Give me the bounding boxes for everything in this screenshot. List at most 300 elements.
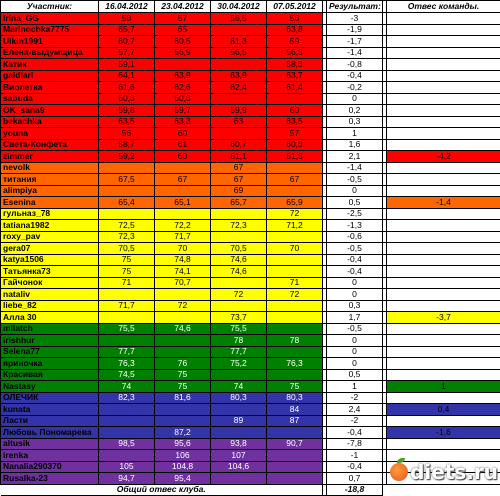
participant-name: Esenina	[1, 197, 99, 209]
participant-name: Гайчонок	[1, 277, 99, 289]
weight-cell: 61,1	[211, 151, 267, 163]
participant-name: alimpiya	[1, 185, 99, 197]
weight-cell: 59	[267, 36, 323, 48]
weight-cell: 72,5	[99, 220, 155, 232]
header-row	[1, 1, 500, 13]
weight-cell: 104,8	[155, 461, 211, 473]
header-date-4: 07.05.2012	[267, 1, 323, 13]
participant-name: tatiana1982	[1, 220, 99, 232]
participant-name: Rusalka-23	[1, 473, 99, 485]
participant-name: youna	[1, 128, 99, 140]
weight-cell: 63,5	[99, 116, 155, 128]
team-result-cell: -3,7	[387, 312, 500, 324]
weight-cell: 77,7	[211, 346, 267, 358]
table-row	[1, 24, 500, 36]
table-row	[1, 277, 500, 289]
header-date-3: 30.04.2012	[211, 1, 267, 13]
weight-cell: 56,9	[155, 47, 211, 59]
weight-cell	[267, 473, 323, 485]
weight-cell	[211, 93, 267, 105]
weight-cell	[99, 289, 155, 301]
table-row	[1, 312, 500, 324]
team-result-empty	[387, 70, 500, 82]
team-result-cell: 1	[387, 381, 500, 393]
weight-cell	[155, 59, 211, 71]
team-result-empty	[387, 36, 500, 48]
result-cell: 0,5	[327, 197, 383, 209]
result-cell: 1,7	[327, 312, 383, 324]
weight-cell: 89	[211, 415, 267, 427]
weight-cell	[155, 162, 211, 174]
weight-cell: 63	[211, 116, 267, 128]
team-result-empty	[387, 358, 500, 370]
weight-cell: 75	[99, 266, 155, 278]
weight-cell: 71,2	[267, 220, 323, 232]
table-row	[1, 266, 500, 278]
weight-cell: 77,7	[99, 346, 155, 358]
participant-name: nataliv	[1, 289, 99, 301]
team-result-empty	[387, 93, 500, 105]
participant-name: bekachka	[1, 116, 99, 128]
table-row	[1, 70, 500, 82]
result-cell: -1	[327, 450, 383, 462]
result-cell: -0,5	[327, 243, 383, 255]
result-cell: -0,6	[327, 231, 383, 243]
weight-cell: 72	[267, 289, 323, 301]
table-row	[1, 128, 500, 140]
weight-cell: 81,6	[155, 392, 211, 404]
weight-cell	[211, 369, 267, 381]
weight-cell: 65,9	[267, 197, 323, 209]
weight-cell: 63,8	[267, 24, 323, 36]
weight-cell	[211, 277, 267, 289]
weight-cell	[211, 24, 267, 36]
weight-cell	[155, 312, 211, 324]
weight-cell: 72	[155, 300, 211, 312]
weight-cell: 74,6	[155, 323, 211, 335]
participant-name: Nanalia290370	[1, 461, 99, 473]
weight-cell	[211, 473, 267, 485]
team-result-empty	[387, 277, 500, 289]
weight-cell: 61,3	[267, 151, 323, 163]
weight-cell	[155, 335, 211, 347]
result-cell: -1,9	[327, 24, 383, 36]
weight-cell: 72,2	[155, 220, 211, 232]
table-row	[1, 358, 500, 370]
weight-cell: 56	[99, 128, 155, 140]
weight-cell	[211, 231, 267, 243]
weight-cell: 73,7	[211, 312, 267, 324]
table-row	[1, 415, 500, 427]
weight-cell: 75,5	[99, 323, 155, 335]
result-cell: -1,3	[327, 220, 383, 232]
result-cell: 0	[327, 346, 383, 358]
participant-name: Красивая	[1, 369, 99, 381]
weight-cell: 65,7	[211, 197, 267, 209]
table-row	[1, 335, 500, 347]
table-row	[1, 427, 500, 439]
participant-name: OK_sana9	[1, 105, 99, 117]
result-cell: 0	[327, 185, 383, 197]
weight-cell: 65	[155, 24, 211, 36]
team-result-empty	[387, 289, 500, 301]
table-row	[1, 231, 500, 243]
weight-cell	[267, 254, 323, 266]
weight-cell	[99, 427, 155, 439]
team-result-empty	[387, 174, 500, 186]
weight-cell: 70,5	[99, 243, 155, 255]
weight-cell: 63,7	[267, 70, 323, 82]
weight-cell: 63,9	[155, 70, 211, 82]
weight-cell: 70	[155, 243, 211, 255]
result-cell: 2,1	[327, 151, 383, 163]
weight-cell	[267, 93, 323, 105]
team-result-empty	[387, 438, 500, 450]
table-row	[1, 323, 500, 335]
team-result-empty	[387, 162, 500, 174]
participant-name: ОЛЕЧИК	[1, 392, 99, 404]
result-cell: 0	[327, 93, 383, 105]
weight-cell: 56,5	[211, 47, 267, 59]
weight-cell: 59,9	[211, 105, 267, 117]
weight-cell: 60	[155, 128, 211, 140]
weight-cell	[211, 208, 267, 220]
weight-cell	[267, 185, 323, 197]
participant-name: zimmer	[1, 151, 99, 163]
table-row	[1, 220, 500, 232]
weight-cell: 74,5	[99, 369, 155, 381]
team-result-empty	[387, 59, 500, 71]
weight-cell: 65,4	[99, 197, 155, 209]
weight-cell	[267, 461, 323, 473]
apple-logo-icon	[390, 463, 408, 481]
result-cell: 2,4	[327, 404, 383, 416]
weight-cell: 71,7	[99, 300, 155, 312]
team-result-empty	[387, 139, 500, 151]
weight-cell: 75	[155, 369, 211, 381]
header-participant: Участник:	[1, 1, 99, 13]
weight-cell: 95,4	[155, 473, 211, 485]
weight-cell: 57	[267, 128, 323, 140]
weight-cell	[155, 415, 211, 427]
weight-cell	[155, 289, 211, 301]
weight-cell: 57	[155, 13, 211, 25]
result-cell: 1	[327, 128, 383, 140]
result-cell: -0,2	[327, 82, 383, 94]
weight-cell: 75,5	[211, 323, 267, 335]
participant-name: sabuda	[1, 93, 99, 105]
weight-cell: 74	[211, 381, 267, 393]
weight-cell: 67	[211, 162, 267, 174]
result-cell: -1,4	[327, 47, 383, 59]
weight-cell: 60	[155, 151, 211, 163]
weight-cell: 69	[211, 185, 267, 197]
weight-cell: 61	[155, 139, 211, 151]
weight-cell: 80,3	[267, 392, 323, 404]
participant-name: katya1506	[1, 254, 99, 266]
result-cell: 1	[327, 381, 383, 393]
weight-cell: 60,5	[155, 36, 211, 48]
team-result-empty	[387, 220, 500, 232]
result-cell: -0,5	[327, 174, 383, 186]
participant-name: Алла 30	[1, 312, 99, 324]
weight-cell: 71,7	[155, 231, 211, 243]
watermark-text: diets.ru	[410, 460, 498, 484]
team-result-empty	[387, 208, 500, 220]
result-cell: -0,4	[327, 427, 383, 439]
team-result-empty	[387, 231, 500, 243]
weight-cell: 75,2	[211, 358, 267, 370]
result-cell: -1,4	[327, 162, 383, 174]
result-cell: 0,3	[327, 116, 383, 128]
participant-name: Ulkin1991	[1, 36, 99, 48]
team-result-empty	[387, 346, 500, 358]
weight-cell	[155, 404, 211, 416]
weight-cell: 60	[267, 105, 323, 117]
team-result-empty	[387, 323, 500, 335]
table-row	[1, 369, 500, 381]
result-cell: -3	[327, 13, 383, 25]
weight-cell: 78	[267, 335, 323, 347]
weight-cell: 87,2	[155, 427, 211, 439]
weight-cell: 72,3	[211, 220, 267, 232]
weight-cell: 67	[267, 174, 323, 186]
weight-cell: 60,7	[99, 36, 155, 48]
table-row	[1, 392, 500, 404]
weight-cell: 74	[99, 381, 155, 393]
weight-cell: 76,3	[267, 358, 323, 370]
participant-name: Irina_GG	[1, 13, 99, 25]
weight-cell: 60,3	[155, 93, 211, 105]
team-result-empty	[387, 415, 500, 427]
weight-cell: 59,8	[99, 105, 155, 117]
weight-cell: 75	[99, 254, 155, 266]
participant-name: gaidlari	[1, 70, 99, 82]
team-result-empty	[387, 266, 500, 278]
table-row	[1, 47, 500, 59]
result-cell: 1,6	[327, 139, 383, 151]
weight-cell: 67	[211, 174, 267, 186]
club-total-value: -18,8	[327, 484, 383, 496]
weight-cell: 107	[211, 450, 267, 462]
weight-cell: 105	[99, 461, 155, 473]
weight-cell: 75	[267, 381, 323, 393]
team-result-empty	[387, 128, 500, 140]
weight-cell: 61,3	[211, 36, 267, 48]
weight-cell: 65,7	[99, 24, 155, 36]
team-result-empty	[387, 185, 500, 197]
weight-cell: 59,1	[99, 59, 155, 71]
weight-cell	[99, 162, 155, 174]
weight-cell: 59,7	[155, 105, 211, 117]
participant-name: irishhur	[1, 335, 99, 347]
team-result-empty	[387, 13, 500, 25]
weight-cell: 70,7	[155, 277, 211, 289]
participant-name: титания	[1, 174, 99, 186]
result-cell: 0,7	[327, 473, 383, 485]
table-row	[1, 59, 500, 71]
weight-cell: 67	[155, 174, 211, 186]
table-row	[1, 13, 500, 25]
weight-cell: 70	[267, 243, 323, 255]
participant-name: Света-Конфета	[1, 139, 99, 151]
participant-name: gera07	[1, 243, 99, 255]
table-row	[1, 185, 500, 197]
header-date-2: 23.04.2012	[155, 1, 211, 13]
table-row	[1, 139, 500, 151]
weight-cell: 71	[99, 277, 155, 289]
weight-cell: 84	[267, 404, 323, 416]
table-row	[1, 404, 500, 416]
weight-cell	[211, 128, 267, 140]
weight-cell	[99, 415, 155, 427]
weight-cell: 59,2	[99, 151, 155, 163]
team-result-empty	[387, 24, 500, 36]
weight-cell	[99, 185, 155, 197]
diets-ru-watermark	[386, 455, 498, 489]
weight-cell: 70,5	[211, 243, 267, 255]
weight-cell: 58,3	[267, 59, 323, 71]
weight-cell	[99, 450, 155, 462]
weight-cell: 90,7	[267, 438, 323, 450]
weight-cell: 61,4	[267, 82, 323, 94]
participant-name: Nastasy	[1, 381, 99, 393]
weight-cell: 67,5	[99, 174, 155, 186]
weight-cell: 76,3	[99, 358, 155, 370]
weight-cell	[267, 427, 323, 439]
weight-cell: 60,7	[211, 139, 267, 151]
weight-cell: 64,1	[99, 70, 155, 82]
participant-name: Selena77	[1, 346, 99, 358]
weight-cell: 63,9	[211, 70, 267, 82]
result-cell: -2	[327, 392, 383, 404]
weight-cell: 62,6	[155, 82, 211, 94]
weight-cell	[211, 59, 267, 71]
result-cell: 0,2	[327, 105, 383, 117]
participant-name: altusik	[1, 438, 99, 450]
weight-cell	[267, 162, 323, 174]
result-cell: -2	[327, 415, 383, 427]
weight-cell	[155, 346, 211, 358]
table-row	[1, 254, 500, 266]
weight-cell: 76	[155, 358, 211, 370]
weight-cell: 63,3	[155, 116, 211, 128]
result-cell: -7,8	[327, 438, 383, 450]
table-row	[1, 346, 500, 358]
weight-cell: 60,3	[267, 139, 323, 151]
team-result-cell: 0,4	[387, 404, 500, 416]
team-result-empty	[387, 105, 500, 117]
weight-cell	[267, 346, 323, 358]
weight-cell	[211, 300, 267, 312]
result-cell: -0,5	[327, 323, 383, 335]
weight-cell	[267, 369, 323, 381]
team-result-empty	[387, 392, 500, 404]
weight-cell	[267, 323, 323, 335]
result-cell: 0,5	[327, 369, 383, 381]
weight-cell: 57,7	[99, 47, 155, 59]
participant-name: Виолетка	[1, 82, 99, 94]
weight-cell: 87	[267, 415, 323, 427]
table-row	[1, 381, 500, 393]
result-cell: -2,5	[327, 208, 383, 220]
weight-cell: 71	[267, 277, 323, 289]
team-result-empty	[387, 335, 500, 347]
weight-cell: 72,3	[99, 231, 155, 243]
weight-cell: 106	[155, 450, 211, 462]
weight-cell: 58	[99, 13, 155, 25]
team-result-empty	[387, 47, 500, 59]
weight-cell	[267, 231, 323, 243]
team-result-empty	[387, 243, 500, 255]
weight-cell	[99, 312, 155, 324]
participant-name: milatch	[1, 323, 99, 335]
weight-cell: 74,1	[155, 266, 211, 278]
participant-name: гульназ_78	[1, 208, 99, 220]
weight-cell	[211, 404, 267, 416]
table-row	[1, 438, 500, 450]
header-result: Результат:	[327, 1, 383, 13]
participant-name: irenka	[1, 450, 99, 462]
result-cell: -0,4	[327, 266, 383, 278]
table-row	[1, 93, 500, 105]
participant-name: nevolk	[1, 162, 99, 174]
weight-cell: 95,6	[155, 438, 211, 450]
result-cell: -1,7	[327, 36, 383, 48]
table-row	[1, 82, 500, 94]
participant-name: яриночка	[1, 358, 99, 370]
weight-cell: 56,3	[267, 47, 323, 59]
weight-cell: 94,7	[99, 473, 155, 485]
weight-cell: 104,6	[211, 461, 267, 473]
result-cell: -0,8	[327, 59, 383, 71]
result-cell: 0	[327, 335, 383, 347]
participant-name: roxy_pav	[1, 231, 99, 243]
weight-cell	[267, 312, 323, 324]
weight-cell	[267, 450, 323, 462]
table-row	[1, 243, 500, 255]
weight-cell	[99, 404, 155, 416]
result-cell: -0,4	[327, 70, 383, 82]
team-result-cell: -4,2	[387, 151, 500, 163]
table-row	[1, 174, 500, 186]
result-cell: -0,4	[327, 461, 383, 473]
team-result-cell: -1,6	[387, 427, 500, 439]
result-cell: 0	[327, 358, 383, 370]
participant-name: liebe_82	[1, 300, 99, 312]
club-total-label: Общий отвес клуба.	[1, 484, 323, 496]
header-team: Отвес команды.	[387, 1, 500, 13]
participant-name: Татьянка73	[1, 266, 99, 278]
participant-name: Marinochka7775	[1, 24, 99, 36]
team-result-cell: -1,4	[387, 197, 500, 209]
table-row	[1, 151, 500, 163]
participant-name: Ласти	[1, 415, 99, 427]
weight-cell: 72	[267, 208, 323, 220]
weight-cell: 58,7	[99, 139, 155, 151]
weight-cell: 72	[211, 289, 267, 301]
table-row	[1, 197, 500, 209]
table-row	[1, 289, 500, 301]
table-row	[1, 105, 500, 117]
weight-cell: 93,8	[211, 438, 267, 450]
weight-cell: 62,4	[211, 82, 267, 94]
weight-cell: 63,5	[267, 116, 323, 128]
team-result-empty	[387, 300, 500, 312]
participant-name: Любовь Пономарева	[1, 427, 99, 439]
weight-cell: 65,1	[155, 197, 211, 209]
weight-cell: 80,3	[211, 392, 267, 404]
